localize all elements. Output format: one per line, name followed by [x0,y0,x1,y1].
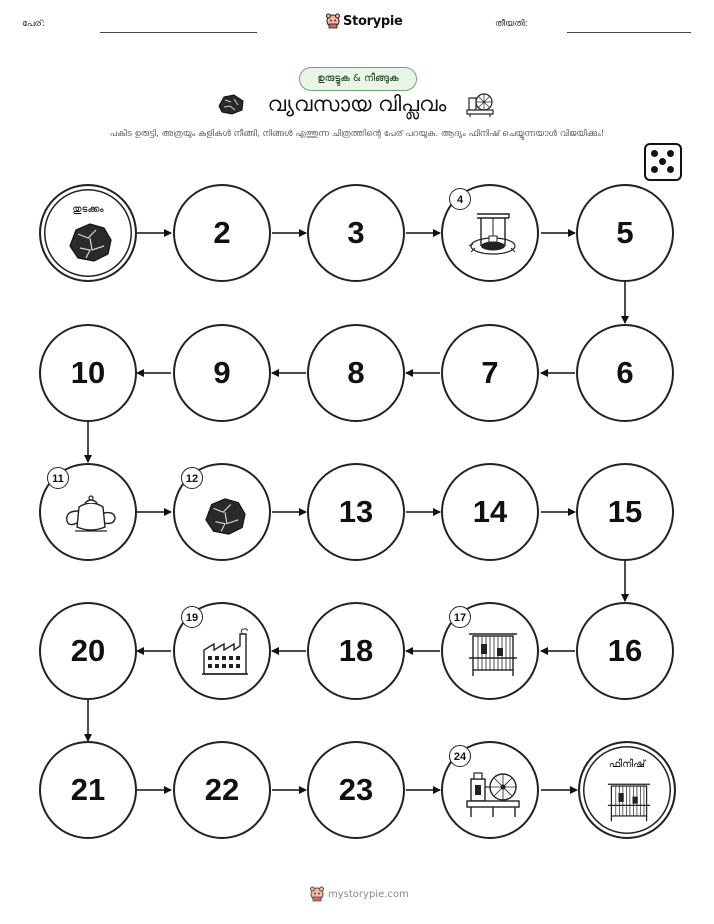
mascot-icon [310,886,324,902]
space-number: 3 [347,215,365,250]
board-space [173,324,271,422]
board-space [173,463,271,561]
board-space [39,741,137,839]
space-number: 16 [607,633,643,668]
finish-label: ഫിനിഷ് [608,759,646,770]
space-number: 20 [70,633,106,668]
space-number-badge: 17 [449,606,471,628]
worksheet-title: വ്യവസായ വിപ്ലവം [267,92,447,116]
board-space [173,741,271,839]
board-space [441,184,539,282]
coal-lump-icon [66,220,114,264]
space-number-badge: 24 [449,745,471,767]
space-number-badge: 4 [449,188,471,210]
space-number-badge: 11 [47,467,69,489]
board-space [307,602,405,700]
board-space [576,324,674,422]
space-number: 2 [213,215,231,250]
space-number: 9 [213,355,231,390]
board-space-start [39,184,137,282]
space-number: 10 [70,355,106,390]
spinning-machine-icon [465,767,521,819]
instructions-text: പകിട ഉരുട്ടി, അത്രയും കളികൾ നീങ്ങി, നിങ്ങൾ എത്തുന്ന ചിത്രത്തിന്റെ പേര് പറയുക. ആദ്യം ഫിനിഷ് ചെയ്യുന്നയാൾ വിജയിക്കും! [109,129,605,139]
mine-shaft-icon [467,210,519,258]
board-space [307,741,405,839]
board-space-finish [578,741,676,839]
board-space [39,324,137,422]
date-label: തീയതി: [495,19,528,29]
name-label: പേര്: [22,19,45,29]
space-number: 14 [472,494,508,529]
board-space [576,184,674,282]
board-space [441,741,539,839]
coal-lump-icon [200,495,250,537]
board-space [307,324,405,422]
start-label: തുടക്കം [72,204,104,215]
space-number: 18 [338,633,374,668]
board-space [576,463,674,561]
board-space [39,463,137,561]
board-space [307,184,405,282]
board-space [39,602,137,700]
space-number: 21 [70,772,106,807]
activity-tag: ഉരുട്ടുക & നീങ്ങുക [299,67,417,91]
footer-url[interactable]: mystorypie.com [328,888,409,900]
space-number: 5 [616,215,634,250]
board-space [307,463,405,561]
space-number-badge: 12 [181,467,203,489]
board-space [576,602,674,700]
board-space [173,184,271,282]
loom-icon [606,779,652,823]
footer [310,886,409,902]
board-space [441,324,539,422]
space-number: 13 [338,494,374,529]
space-number: 6 [616,355,634,390]
board-space [441,602,539,700]
space-number-badge: 19 [181,606,203,628]
teapot-icon [63,493,119,537]
loom-icon [467,628,519,678]
space-number: 7 [481,355,499,390]
board-space [441,463,539,561]
brand-name: Storypie [343,13,403,29]
space-number: 8 [347,355,365,390]
space-number: 23 [338,772,374,807]
board-space [173,602,271,700]
space-number: 22 [204,772,240,807]
space-number: 15 [607,494,643,529]
factory-icon [200,628,250,678]
